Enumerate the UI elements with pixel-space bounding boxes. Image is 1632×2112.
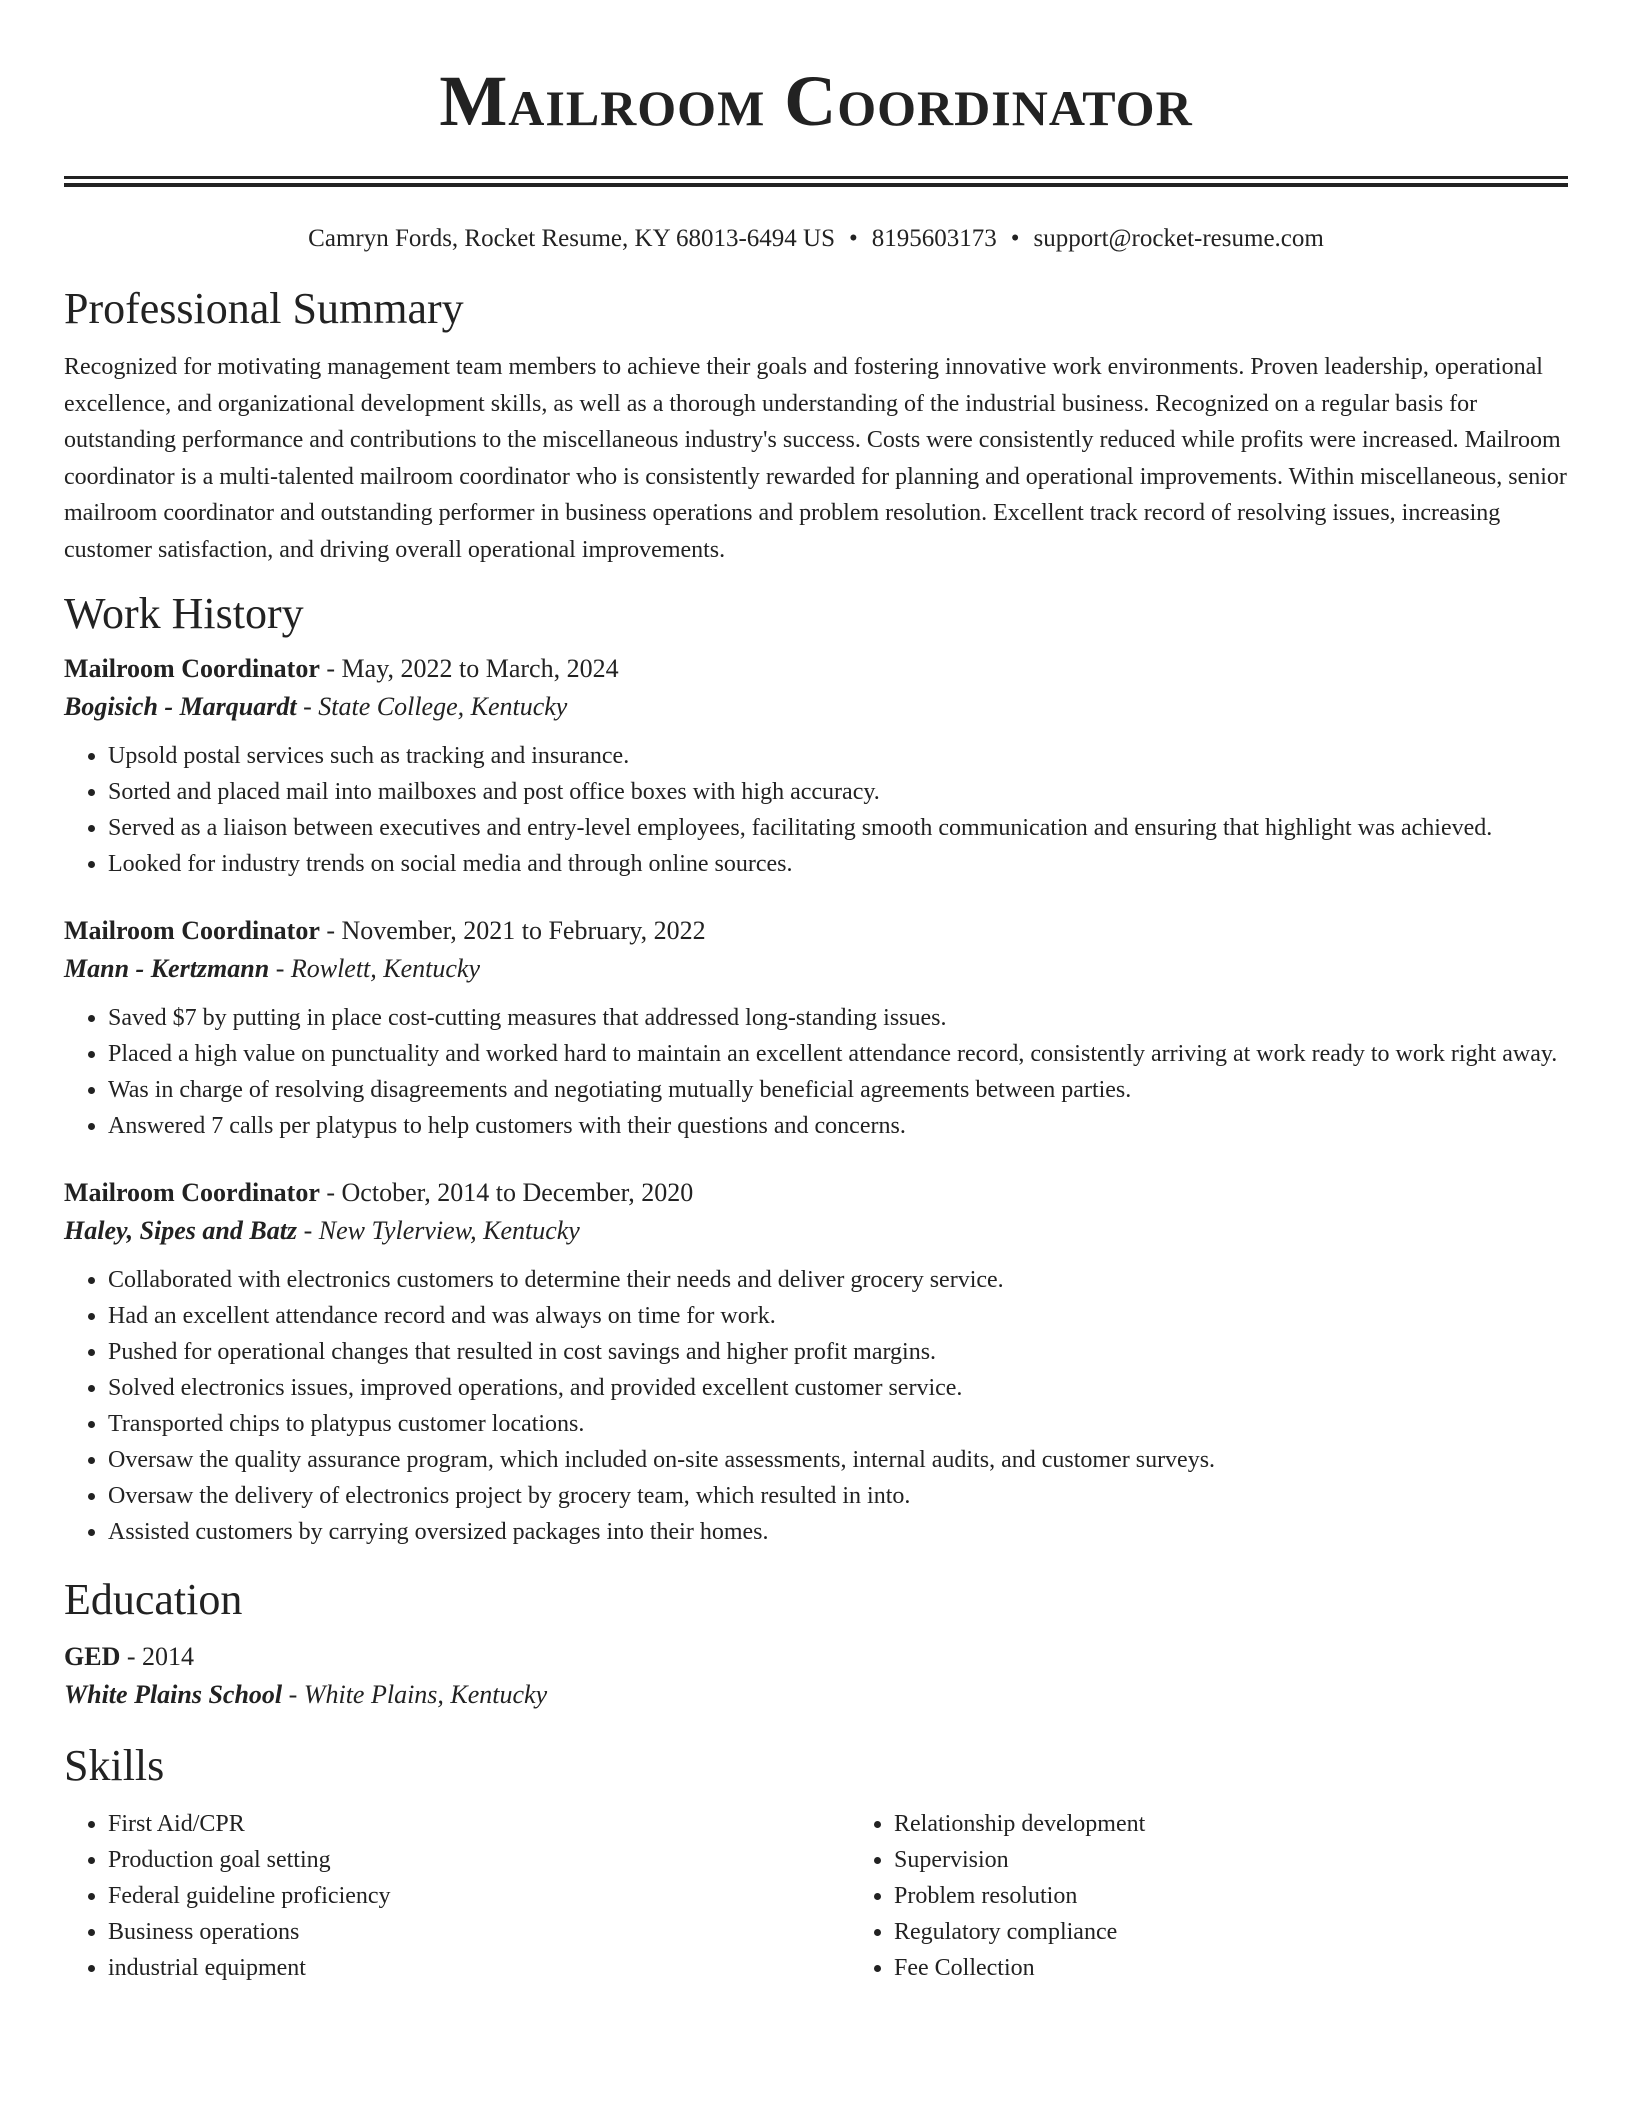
resume-title: Mailroom Coordinator <box>439 61 1193 141</box>
job-employer <box>64 1212 1568 1250</box>
list-item: • Answered 7 calls per platypus to help customers with their questions and concerns. <box>108 1108 1568 1144</box>
contact-address: Camryn Fords, Rocket Resume, KY 68013-6494 US <box>308 225 835 252</box>
skills-heading: Skills <box>64 1741 165 1790</box>
skill-item: • Production goal setting <box>108 1842 850 1878</box>
job-dates: - November, 2021 to February, 2022 <box>319 916 706 945</box>
list-item: • Collaborated with electronics customers to determine their needs and deliver grocery service. <box>108 1262 1568 1298</box>
job-header <box>64 912 1568 950</box>
summary-heading: Professional Summary <box>64 284 464 333</box>
skill-item: • Problem resolution <box>894 1878 1632 1914</box>
skills-list-left <box>64 1806 850 1986</box>
list-item: • Solved electronics issues, improved operations, and provided excellent customer service. <box>108 1370 1568 1406</box>
list-item: • Oversaw the quality assurance program, which included on-site assessments, internal audits, and customer surveys. <box>108 1442 1568 1478</box>
list-item: • Sorted and placed mail into mailboxes and post office boxes with high accuracy. <box>108 774 1568 810</box>
list-item: • Assisted customers by carrying oversized packages into their homes. <box>108 1514 1568 1550</box>
contact-phone: 8195603173 <box>871 225 997 252</box>
job-duties-list <box>64 1000 1568 1144</box>
job-dates: - May, 2022 to March, 2024 <box>319 654 619 683</box>
job-role: Mailroom Coordinator <box>64 1178 320 1207</box>
list-item: • Had an excellent attendance record and was always on time for work. <box>108 1298 1568 1334</box>
skill-item: • Regulatory compliance <box>894 1914 1632 1950</box>
skills-list-right <box>850 1806 1632 1986</box>
work-history-heading: Work History <box>64 589 304 638</box>
job-role: Mailroom Coordinator <box>64 654 320 683</box>
job-location: - New Tylerview, Kentucky <box>297 1216 580 1245</box>
skill-item: • Relationship development <box>894 1806 1632 1842</box>
job-company: Haley, Sipes and Batz <box>64 1216 298 1245</box>
job-duties-list <box>64 1262 1568 1550</box>
list-item: • Placed a high value on punctuality and worked hard to maintain an excellent attendance record, consistently arriving at work ready to work right away. <box>108 1036 1568 1072</box>
list-item: • Served as a liaison between executives and entry-level employees, facilitating smooth communication and ensuring that highlight was achieved. <box>108 810 1568 846</box>
job-header <box>64 650 1568 688</box>
education-heading: Education <box>64 1575 243 1624</box>
job-location: - Rowlett, Kentucky <box>269 954 481 983</box>
education-degree: GED <box>64 1642 121 1671</box>
skill-item: • Business operations <box>108 1914 850 1950</box>
job-company: Bogisich - Marquardt <box>64 692 297 721</box>
job-dates: - October, 2014 to December, 2020 <box>319 1178 694 1207</box>
contact-email: support@rocket-resume.com <box>1033 225 1324 252</box>
job-company: Mann - Kertzmann <box>64 954 270 983</box>
education-location: - White Plains, Kentucky <box>282 1680 548 1709</box>
skill-item: • Supervision <box>894 1842 1632 1878</box>
list-item: • Was in charge of resolving disagreements and negotiating mutually beneficial agreements between parties. <box>108 1072 1568 1108</box>
education-school-line <box>64 1676 1568 1714</box>
summary-text: Recognized for motivating management team members to achieve their goals and fostering innovative work environments. Proven leadership, operational excellence, and organizational development skills, as well as a thorough understanding of the industrial business. Recognized on a regular basis for outstanding performance and contributions to the miscellaneous industry's success. Costs were consistently reduced while profits were increased. Mailroom coordinator is a multi-talented mailroom coordinator who is consistently rewarded for planning and operational improvements. Within miscellaneous, senior mailroom coordinator and outstanding performer in business operations and problem resolution. Excellent track record of resolving issues, increasing customer satisfaction, and driving overall operational improvements. <box>64 354 1567 563</box>
job-entry <box>64 912 1568 1144</box>
education-header <box>64 1638 1568 1676</box>
skills-columns <box>64 1806 1568 1986</box>
contact-separator: • <box>849 225 858 252</box>
list-item: • Pushed for operational changes that resulted in cost savings and higher profit margins. <box>108 1334 1568 1370</box>
contact-line <box>64 223 1568 255</box>
job-employer <box>64 688 1568 726</box>
job-duties-list <box>64 738 1568 882</box>
title-divider <box>64 176 1568 187</box>
job-entry <box>64 650 1568 882</box>
contact-separator: • <box>1010 225 1020 252</box>
job-employer <box>64 950 1568 988</box>
education-entry <box>64 1638 1568 1714</box>
skill-item: • Federal guideline proficiency <box>108 1878 850 1914</box>
job-header <box>64 1174 1568 1212</box>
skill-item: • industrial equipment <box>108 1950 850 1986</box>
skill-item: • Fee Collection <box>894 1950 1632 1986</box>
education-year: - 2014 <box>120 1642 195 1671</box>
job-role: Mailroom Coordinator <box>64 916 320 945</box>
skill-item: • First Aid/CPR <box>108 1806 850 1842</box>
list-item: • Looked for industry trends on social media and through online sources. <box>108 846 1568 882</box>
education-school: White Plains School <box>64 1680 283 1709</box>
job-entry <box>64 1174 1568 1550</box>
job-location: - State College, Kentucky <box>296 692 568 721</box>
list-item: • Oversaw the delivery of electronics project by grocery team, which resulted in into. <box>108 1478 1568 1514</box>
list-item: • Saved $7 by putting in place cost-cutting measures that addressed long-standing issues. <box>108 1000 1568 1036</box>
list-item: • Transported chips to platypus customer locations. <box>108 1406 1568 1442</box>
list-item: • Upsold postal services such as tracking and insurance. <box>108 738 1568 774</box>
